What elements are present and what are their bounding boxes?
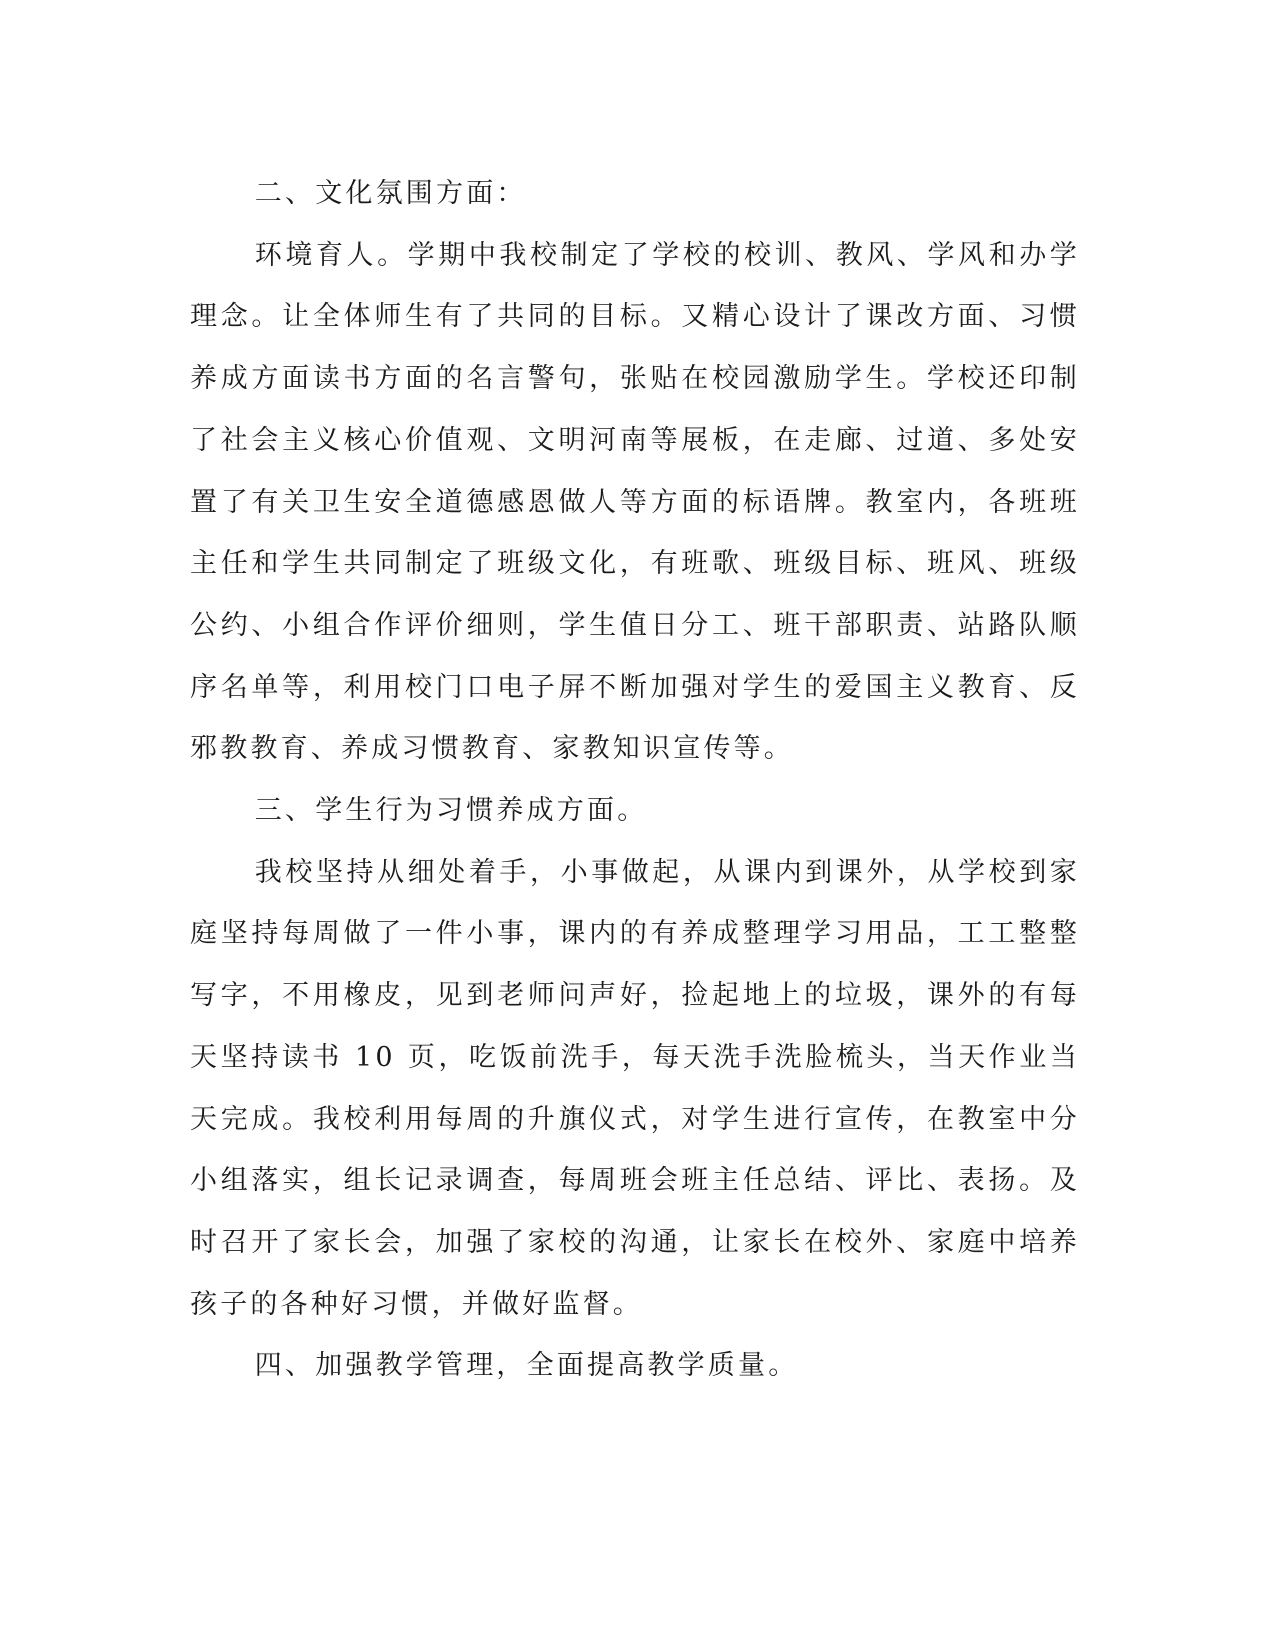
paragraph-culture: 环境育人。学期中我校制定了学校的校训、教风、学风和办学理念。让全体师生有了共同的目标。又精心设计了课改方面、习惯养成方面读书方面的名言警句，张贴在校园激励学生。学校还印制了社会主义核心价值观、文明河南等展板，在走廊、过道、多处安置了有关卫生安全道德感恩做人等方面的标语牌。教室内，各班班主任和学生共同制定了班级文化，有班歌、班级目标、班风、班级公约、小组合作评价细则，学生值日分工、班干部职责、站路队顺序名单等，利用校门口电子屏不断加强对学生的爱国主义教育、反邪教教育、养成习惯教育、家教知识宣传等。 — [190, 239, 1080, 765]
section-heading-culture: 二、文化氛围方面： — [254, 178, 527, 209]
section-heading-teaching: 四、加强教学管理，全面提高教学质量。 — [254, 1350, 799, 1382]
document-body — [190, 163, 1080, 1397]
paragraph-habits: 我校坚持从细处着手，小事做起，从课内到课外，从学校到家庭坚持每周做了一件小事，课内的有养成整理学习用品，工工整整写字，不用橡皮，见到老师问声好，捡起地上的垃圾，课外的有每天坚持读书 10 页，吃饭前洗手，每天洗手洗脸梳头，当天作业当天完成。我校利用每周的升旗仪式，对学生进行宣传，在教室中分小组落实，组长记录调查，每周班会班主任总结、评比、表扬。及时召开了家长会，加强了家校的沟通，让家长在校外、家庭中培养孩子的各种好习惯，并做好监督。 — [190, 856, 1080, 1320]
section-heading-habits: 三、学生行为习惯养成方面。 — [254, 795, 648, 827]
